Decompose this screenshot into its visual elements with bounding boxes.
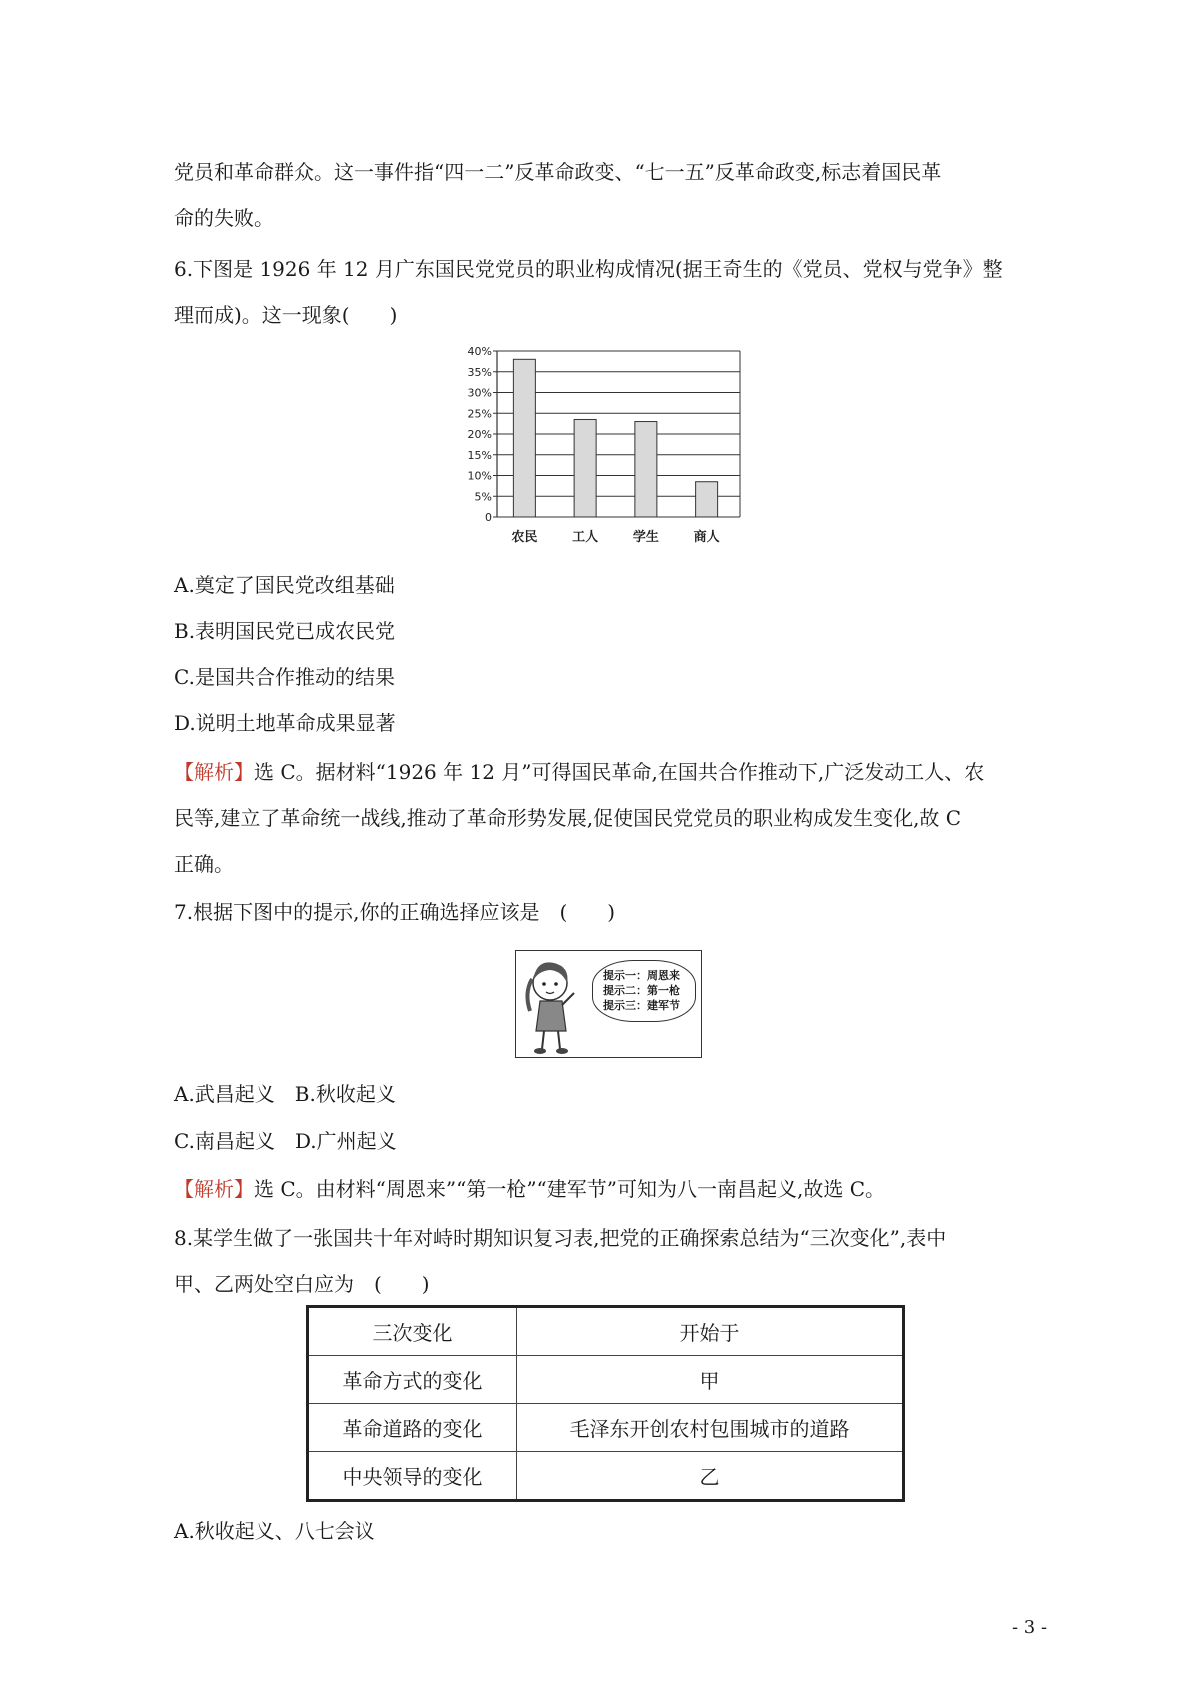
bar [635, 422, 657, 517]
hint-cartoon [515, 950, 702, 1058]
bar [696, 482, 718, 517]
x-tick-label: 商人 [693, 530, 720, 545]
question-8-stem: 甲、乙两处空白应为 ( ) [174, 1272, 430, 1296]
table-cell: 革命方式的变化 [308, 1356, 517, 1404]
y-tick-label: 15% [467, 448, 492, 462]
table-cell: 中央领导的变化 [308, 1452, 517, 1501]
y-tick-label: 5% [474, 490, 492, 504]
text-line: 命的失败。 [174, 206, 274, 230]
hint-line: 提示三：建军节 [603, 999, 680, 1012]
hint-line: 提示一：周恩来 [603, 969, 680, 982]
x-tick-label: 农民 [511, 530, 538, 545]
y-tick-label: 20% [467, 428, 492, 441]
table-cell: 乙 [517, 1452, 904, 1501]
text-line: 党员和革命群众。这一事件指“四一二”反革命政变、“七一五”反革命政变,标志着国民革 [174, 160, 942, 184]
review-table [306, 1305, 905, 1502]
option-c: C.是国共合作推动的结果 [174, 665, 395, 689]
analysis-text: 民等,建立了革命统一战线,推动了革命形势发展,促使国民党党员的职业构成发生变化,故 C [174, 806, 962, 830]
table-header-row [308, 1307, 904, 1356]
table-cell: 毛泽东开创农村包围城市的道路 [517, 1404, 904, 1452]
speech-bubble [592, 960, 696, 1022]
bar [574, 419, 596, 517]
y-tick-label: 10% [467, 469, 492, 483]
table-header-cell: 三次变化 [308, 1307, 517, 1356]
options-cd: C.南昌起义 D.广州起义 [174, 1129, 397, 1153]
occupation-bar-chart [455, 345, 745, 550]
question-6-stem: 6.下图是 1926 年 12 月广东国民党党员的职业构成情况(据王奇生的《党员、党权与党争》整 [174, 257, 1003, 281]
y-tick-label: 40% [467, 345, 492, 358]
hint-line: 提示二：第一枪 [603, 984, 680, 997]
y-tick-label: 35% [467, 365, 492, 379]
option-a: A.秋收起义、八七会议 [174, 1519, 375, 1543]
y-tick-label: 30% [467, 386, 492, 400]
table-cell: 革命道路的变化 [308, 1404, 517, 1452]
question-6-stem: 理而成)。这一现象( ) [174, 303, 398, 327]
table-row [308, 1404, 904, 1452]
option-d: D.说明土地革命成果显著 [174, 711, 396, 735]
x-tick-label: 工人 [572, 530, 599, 545]
question-8-stem: 8.某学生做了一张国共十年对峙时期知识复习表,把党的正确探索总结为“三次变化”,表中 [174, 1226, 947, 1250]
y-tick-label: 25% [467, 407, 492, 421]
x-tick-label: 学生 [632, 530, 659, 545]
option-a: A.奠定了国民党改组基础 [174, 573, 395, 597]
option-b: B.表明国民党已成农民党 [174, 619, 396, 643]
girl-illustration [518, 953, 598, 1057]
table-header-cell: 开始于 [517, 1307, 904, 1356]
y-tick-label: 0 [485, 511, 492, 524]
analysis-tag: 【解析】 [174, 1177, 254, 1201]
table-row [308, 1452, 904, 1501]
question-7-stem: 7.根据下图中的提示,你的正确选择应该是 ( ) [174, 900, 616, 924]
page-number: - 3 - [1012, 1617, 1048, 1638]
analysis-text: 选 C。据材料“1926 年 12 月”可得国民革命,在国共合作推动下,广泛发动工人、农 [254, 760, 985, 784]
bar [513, 359, 535, 517]
analysis-text: 正确。 [174, 852, 234, 876]
analysis-7 [174, 1175, 885, 1203]
table-row [308, 1356, 904, 1404]
analysis-6 [174, 758, 984, 786]
table-cell: 甲 [517, 1356, 904, 1404]
analysis-tag: 【解析】 [174, 760, 254, 784]
analysis-text: 选 C。由材料“周恩来”“第一枪”“建军节”可知为八一南昌起义,故选 C。 [254, 1177, 886, 1201]
chart-bars [513, 359, 717, 517]
options-ab: A.武昌起义 B.秋收起义 [174, 1082, 396, 1106]
